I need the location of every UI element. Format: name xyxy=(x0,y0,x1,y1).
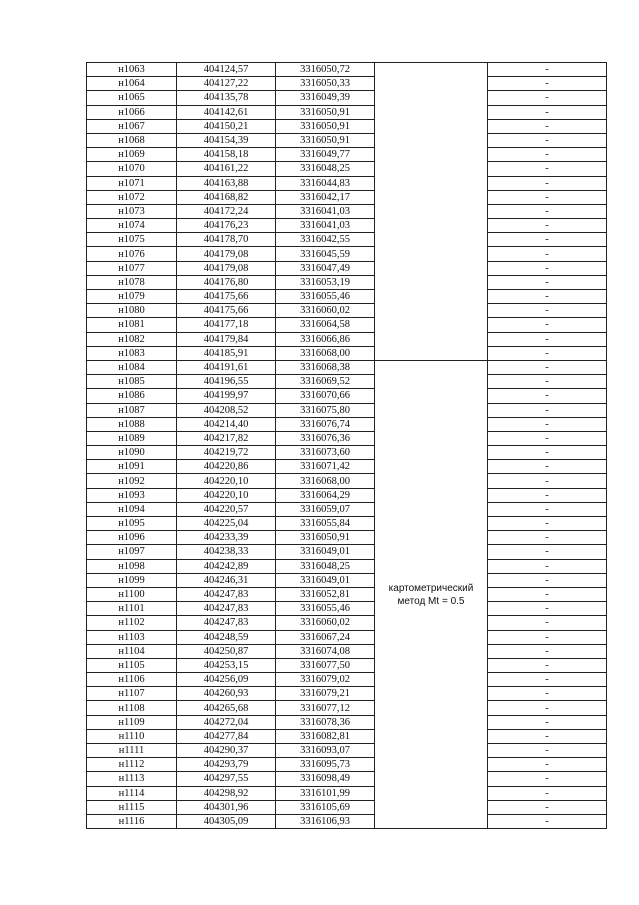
note-cell: - xyxy=(488,744,607,758)
note-cell: - xyxy=(488,247,607,261)
y-coordinate-cell: 3316044,83 xyxy=(276,176,375,190)
y-coordinate-cell: 3316050,91 xyxy=(276,531,375,545)
x-coordinate-cell: 404246,31 xyxy=(177,573,276,587)
method-cell-group-2 xyxy=(375,360,488,828)
note-cell: - xyxy=(488,176,607,190)
note-cell: - xyxy=(488,91,607,105)
y-coordinate-cell: 3316073,60 xyxy=(276,446,375,460)
x-coordinate-cell: 404191,61 xyxy=(177,360,276,374)
point-name-cell: н1094 xyxy=(87,502,177,516)
y-coordinate-cell: 3316050,91 xyxy=(276,105,375,119)
y-coordinate-cell: 3316078,36 xyxy=(276,715,375,729)
x-coordinate-cell: 404178,70 xyxy=(177,233,276,247)
x-coordinate-cell: 404158,18 xyxy=(177,148,276,162)
x-coordinate-cell: 404290,37 xyxy=(177,744,276,758)
table-row xyxy=(87,431,607,445)
table-row xyxy=(87,77,607,91)
y-coordinate-cell: 3316049,39 xyxy=(276,91,375,105)
table-row xyxy=(87,176,607,190)
table-row xyxy=(87,261,607,275)
point-name-cell: н1078 xyxy=(87,275,177,289)
y-coordinate-cell: 3316066,86 xyxy=(276,332,375,346)
note-cell: - xyxy=(488,786,607,800)
coordinates-table-body xyxy=(87,63,607,829)
note-cell: - xyxy=(488,758,607,772)
note-cell: - xyxy=(488,502,607,516)
y-coordinate-cell: 3316076,36 xyxy=(276,431,375,445)
point-name-cell: н1084 xyxy=(87,360,177,374)
y-coordinate-cell: 3316050,33 xyxy=(276,77,375,91)
note-cell: - xyxy=(488,332,607,346)
point-name-cell: н1083 xyxy=(87,346,177,360)
point-name-cell: н1076 xyxy=(87,247,177,261)
table-row xyxy=(87,91,607,105)
note-cell: - xyxy=(488,715,607,729)
table-row xyxy=(87,403,607,417)
note-cell: - xyxy=(488,545,607,559)
point-name-cell: н1067 xyxy=(87,119,177,133)
point-name-cell: н1112 xyxy=(87,758,177,772)
note-cell: - xyxy=(488,814,607,828)
note-cell: - xyxy=(488,204,607,218)
note-cell: - xyxy=(488,772,607,786)
point-name-cell: н1085 xyxy=(87,375,177,389)
point-name-cell: н1099 xyxy=(87,573,177,587)
y-coordinate-cell: 3316068,38 xyxy=(276,360,375,374)
y-coordinate-cell: 3316071,42 xyxy=(276,460,375,474)
note-cell: - xyxy=(488,531,607,545)
y-coordinate-cell: 3316050,72 xyxy=(276,63,375,77)
table-row xyxy=(87,687,607,701)
table-row xyxy=(87,389,607,403)
x-coordinate-cell: 404247,83 xyxy=(177,616,276,630)
y-coordinate-cell: 3316093,07 xyxy=(276,744,375,758)
point-name-cell: н1075 xyxy=(87,233,177,247)
x-coordinate-cell: 404163,88 xyxy=(177,176,276,190)
table-row xyxy=(87,488,607,502)
table-row xyxy=(87,332,607,346)
table-row xyxy=(87,545,607,559)
table-row xyxy=(87,375,607,389)
x-coordinate-cell: 404142,61 xyxy=(177,105,276,119)
point-name-cell: н1102 xyxy=(87,616,177,630)
method-label: картометрический метод Mt = 0.5 xyxy=(388,582,474,607)
note-cell: - xyxy=(488,446,607,460)
point-name-cell: н1103 xyxy=(87,630,177,644)
x-coordinate-cell: 404301,96 xyxy=(177,800,276,814)
point-name-cell: н1111 xyxy=(87,744,177,758)
point-name-cell: н1100 xyxy=(87,587,177,601)
y-coordinate-cell: 3316082,81 xyxy=(276,729,375,743)
point-name-cell: н1079 xyxy=(87,290,177,304)
note-cell: - xyxy=(488,630,607,644)
y-coordinate-cell: 3316060,02 xyxy=(276,304,375,318)
table-row xyxy=(87,673,607,687)
x-coordinate-cell: 404214,40 xyxy=(177,417,276,431)
table-row xyxy=(87,304,607,318)
y-coordinate-cell: 3316048,25 xyxy=(276,559,375,573)
y-coordinate-cell: 3316070,66 xyxy=(276,389,375,403)
x-coordinate-cell: 404176,23 xyxy=(177,219,276,233)
table-row xyxy=(87,417,607,431)
x-coordinate-cell: 404238,33 xyxy=(177,545,276,559)
x-coordinate-cell: 404293,79 xyxy=(177,758,276,772)
point-name-cell: н1106 xyxy=(87,673,177,687)
note-cell: - xyxy=(488,119,607,133)
note-cell: - xyxy=(488,644,607,658)
x-coordinate-cell: 404161,22 xyxy=(177,162,276,176)
table-row xyxy=(87,744,607,758)
table-row xyxy=(87,786,607,800)
note-cell: - xyxy=(488,219,607,233)
note-cell: - xyxy=(488,559,607,573)
x-coordinate-cell: 404150,21 xyxy=(177,119,276,133)
x-coordinate-cell: 404247,83 xyxy=(177,602,276,616)
note-cell: - xyxy=(488,190,607,204)
x-coordinate-cell: 404175,66 xyxy=(177,304,276,318)
point-name-cell: н1064 xyxy=(87,77,177,91)
y-coordinate-cell: 3316049,01 xyxy=(276,573,375,587)
x-coordinate-cell: 404250,87 xyxy=(177,644,276,658)
x-coordinate-cell: 404220,10 xyxy=(177,488,276,502)
point-name-cell: н1070 xyxy=(87,162,177,176)
x-coordinate-cell: 404177,18 xyxy=(177,318,276,332)
x-coordinate-cell: 404298,92 xyxy=(177,786,276,800)
y-coordinate-cell: 3316079,21 xyxy=(276,687,375,701)
y-coordinate-cell: 3316105,69 xyxy=(276,800,375,814)
y-coordinate-cell: 3316079,02 xyxy=(276,673,375,687)
table-row xyxy=(87,502,607,516)
note-cell: - xyxy=(488,417,607,431)
point-name-cell: н1081 xyxy=(87,318,177,332)
point-name-cell: н1098 xyxy=(87,559,177,573)
table-row xyxy=(87,517,607,531)
y-coordinate-cell: 3316077,50 xyxy=(276,658,375,672)
table-row xyxy=(87,346,607,360)
note-cell: - xyxy=(488,673,607,687)
x-coordinate-cell: 404242,89 xyxy=(177,559,276,573)
x-coordinate-cell: 404175,66 xyxy=(177,290,276,304)
x-coordinate-cell: 404185,91 xyxy=(177,346,276,360)
note-cell: - xyxy=(488,517,607,531)
table-row xyxy=(87,531,607,545)
table-row xyxy=(87,630,607,644)
x-coordinate-cell: 404305,09 xyxy=(177,814,276,828)
note-cell: - xyxy=(488,63,607,77)
table-row xyxy=(87,772,607,786)
x-coordinate-cell: 404260,93 xyxy=(177,687,276,701)
note-cell: - xyxy=(488,658,607,672)
point-name-cell: н1065 xyxy=(87,91,177,105)
note-cell: - xyxy=(488,573,607,587)
note-cell: - xyxy=(488,389,607,403)
x-coordinate-cell: 404247,83 xyxy=(177,587,276,601)
note-cell: - xyxy=(488,162,607,176)
table-row xyxy=(87,190,607,204)
note-cell: - xyxy=(488,105,607,119)
x-coordinate-cell: 404168,82 xyxy=(177,190,276,204)
table-row xyxy=(87,474,607,488)
x-coordinate-cell: 404225,04 xyxy=(177,517,276,531)
y-coordinate-cell: 3316077,12 xyxy=(276,701,375,715)
table-row xyxy=(87,360,607,374)
note-cell: - xyxy=(488,304,607,318)
y-coordinate-cell: 3316042,17 xyxy=(276,190,375,204)
table-row xyxy=(87,616,607,630)
point-name-cell: н1082 xyxy=(87,332,177,346)
table-row xyxy=(87,559,607,573)
table-row xyxy=(87,275,607,289)
x-coordinate-cell: 404220,86 xyxy=(177,460,276,474)
y-coordinate-cell: 3316050,91 xyxy=(276,133,375,147)
table-row xyxy=(87,460,607,474)
point-name-cell: н1105 xyxy=(87,658,177,672)
x-coordinate-cell: 404172,24 xyxy=(177,204,276,218)
table-row xyxy=(87,133,607,147)
note-cell: - xyxy=(488,403,607,417)
point-name-cell: н1090 xyxy=(87,446,177,460)
table-row xyxy=(87,715,607,729)
point-name-cell: н1101 xyxy=(87,602,177,616)
x-coordinate-cell: 404217,82 xyxy=(177,431,276,445)
note-cell: - xyxy=(488,687,607,701)
y-coordinate-cell: 3316053,19 xyxy=(276,275,375,289)
y-coordinate-cell: 3316101,99 xyxy=(276,786,375,800)
point-name-cell: н1063 xyxy=(87,63,177,77)
point-name-cell: н1092 xyxy=(87,474,177,488)
point-name-cell: н1071 xyxy=(87,176,177,190)
y-coordinate-cell: 3316068,00 xyxy=(276,346,375,360)
note-cell: - xyxy=(488,431,607,445)
table-row xyxy=(87,148,607,162)
note-cell: - xyxy=(488,318,607,332)
table-row xyxy=(87,63,607,77)
table-row xyxy=(87,573,607,587)
point-name-cell: н1107 xyxy=(87,687,177,701)
point-name-cell: н1087 xyxy=(87,403,177,417)
y-coordinate-cell: 3316095,73 xyxy=(276,758,375,772)
y-coordinate-cell: 3316074,08 xyxy=(276,644,375,658)
table-row xyxy=(87,587,607,601)
note-cell: - xyxy=(488,488,607,502)
point-name-cell: н1077 xyxy=(87,261,177,275)
note-cell: - xyxy=(488,360,607,374)
x-coordinate-cell: 404179,84 xyxy=(177,332,276,346)
note-cell: - xyxy=(488,346,607,360)
note-cell: - xyxy=(488,602,607,616)
x-coordinate-cell: 404272,04 xyxy=(177,715,276,729)
table-row xyxy=(87,204,607,218)
x-coordinate-cell: 404233,39 xyxy=(177,531,276,545)
note-cell: - xyxy=(488,729,607,743)
note-cell: - xyxy=(488,616,607,630)
table-row xyxy=(87,105,607,119)
y-coordinate-cell: 3316106,93 xyxy=(276,814,375,828)
point-name-cell: н1114 xyxy=(87,786,177,800)
y-coordinate-cell: 3316067,24 xyxy=(276,630,375,644)
y-coordinate-cell: 3316041,03 xyxy=(276,204,375,218)
table-row xyxy=(87,233,607,247)
point-name-cell: н1110 xyxy=(87,729,177,743)
x-coordinate-cell: 404127,22 xyxy=(177,77,276,91)
y-coordinate-cell: 3316041,03 xyxy=(276,219,375,233)
x-coordinate-cell: 404253,15 xyxy=(177,658,276,672)
note-cell: - xyxy=(488,233,607,247)
table-row xyxy=(87,247,607,261)
x-coordinate-cell: 404220,57 xyxy=(177,502,276,516)
table-row xyxy=(87,658,607,672)
table-row xyxy=(87,644,607,658)
y-coordinate-cell: 3316060,02 xyxy=(276,616,375,630)
note-cell: - xyxy=(488,133,607,147)
point-name-cell: н1074 xyxy=(87,219,177,233)
y-coordinate-cell: 3316069,52 xyxy=(276,375,375,389)
y-coordinate-cell: 3316076,74 xyxy=(276,417,375,431)
x-coordinate-cell: 404135,78 xyxy=(177,91,276,105)
point-name-cell: н1097 xyxy=(87,545,177,559)
x-coordinate-cell: 404208,52 xyxy=(177,403,276,417)
x-coordinate-cell: 404176,80 xyxy=(177,275,276,289)
point-name-cell: н1073 xyxy=(87,204,177,218)
y-coordinate-cell: 3316045,59 xyxy=(276,247,375,261)
y-coordinate-cell: 3316042,55 xyxy=(276,233,375,247)
point-name-cell: н1108 xyxy=(87,701,177,715)
y-coordinate-cell: 3316050,91 xyxy=(276,119,375,133)
point-name-cell: н1072 xyxy=(87,190,177,204)
table-row xyxy=(87,219,607,233)
y-coordinate-cell: 3316098,49 xyxy=(276,772,375,786)
note-cell: - xyxy=(488,375,607,389)
x-coordinate-cell: 404124,57 xyxy=(177,63,276,77)
x-coordinate-cell: 404256,09 xyxy=(177,673,276,687)
y-coordinate-cell: 3316075,80 xyxy=(276,403,375,417)
x-coordinate-cell: 404220,10 xyxy=(177,474,276,488)
x-coordinate-cell: 404248,59 xyxy=(177,630,276,644)
note-cell: - xyxy=(488,77,607,91)
point-name-cell: н1095 xyxy=(87,517,177,531)
point-name-cell: н1104 xyxy=(87,644,177,658)
point-name-cell: н1086 xyxy=(87,389,177,403)
note-cell: - xyxy=(488,474,607,488)
note-cell: - xyxy=(488,701,607,715)
table-row xyxy=(87,800,607,814)
point-name-cell: н1096 xyxy=(87,531,177,545)
table-row xyxy=(87,729,607,743)
note-cell: - xyxy=(488,587,607,601)
point-name-cell: н1066 xyxy=(87,105,177,119)
point-name-cell: н1088 xyxy=(87,417,177,431)
table-row xyxy=(87,602,607,616)
note-cell: - xyxy=(488,261,607,275)
y-coordinate-cell: 3316055,46 xyxy=(276,602,375,616)
note-cell: - xyxy=(488,460,607,474)
coordinates-table xyxy=(86,62,607,829)
x-coordinate-cell: 404154,39 xyxy=(177,133,276,147)
table-row xyxy=(87,446,607,460)
x-coordinate-cell: 404196,55 xyxy=(177,375,276,389)
y-coordinate-cell: 3316055,84 xyxy=(276,517,375,531)
x-coordinate-cell: 404219,72 xyxy=(177,446,276,460)
y-coordinate-cell: 3316059,07 xyxy=(276,502,375,516)
point-name-cell: н1116 xyxy=(87,814,177,828)
x-coordinate-cell: 404199,97 xyxy=(177,389,276,403)
x-coordinate-cell: 404265,68 xyxy=(177,701,276,715)
table-row xyxy=(87,814,607,828)
point-name-cell: н1113 xyxy=(87,772,177,786)
y-coordinate-cell: 3316049,77 xyxy=(276,148,375,162)
y-coordinate-cell: 3316049,01 xyxy=(276,545,375,559)
note-cell: - xyxy=(488,290,607,304)
y-coordinate-cell: 3316055,46 xyxy=(276,290,375,304)
note-cell: - xyxy=(488,800,607,814)
note-cell: - xyxy=(488,148,607,162)
method-cell-group-1 xyxy=(375,63,488,361)
note-cell: - xyxy=(488,275,607,289)
x-coordinate-cell: 404179,08 xyxy=(177,261,276,275)
y-coordinate-cell: 3316064,29 xyxy=(276,488,375,502)
table-row xyxy=(87,290,607,304)
point-name-cell: н1093 xyxy=(87,488,177,502)
y-coordinate-cell: 3316047,49 xyxy=(276,261,375,275)
table-row xyxy=(87,318,607,332)
point-name-cell: н1089 xyxy=(87,431,177,445)
x-coordinate-cell: 404179,08 xyxy=(177,247,276,261)
point-name-cell: н1091 xyxy=(87,460,177,474)
point-name-cell: н1115 xyxy=(87,800,177,814)
x-coordinate-cell: 404297,55 xyxy=(177,772,276,786)
point-name-cell: н1080 xyxy=(87,304,177,318)
y-coordinate-cell: 3316064,58 xyxy=(276,318,375,332)
table-row xyxy=(87,758,607,772)
point-name-cell: н1109 xyxy=(87,715,177,729)
table-row xyxy=(87,119,607,133)
y-coordinate-cell: 3316048,25 xyxy=(276,162,375,176)
point-name-cell: н1068 xyxy=(87,133,177,147)
table-row xyxy=(87,162,607,176)
y-coordinate-cell: 3316068,00 xyxy=(276,474,375,488)
table-row xyxy=(87,701,607,715)
y-coordinate-cell: 3316052,81 xyxy=(276,587,375,601)
point-name-cell: н1069 xyxy=(87,148,177,162)
x-coordinate-cell: 404277,84 xyxy=(177,729,276,743)
